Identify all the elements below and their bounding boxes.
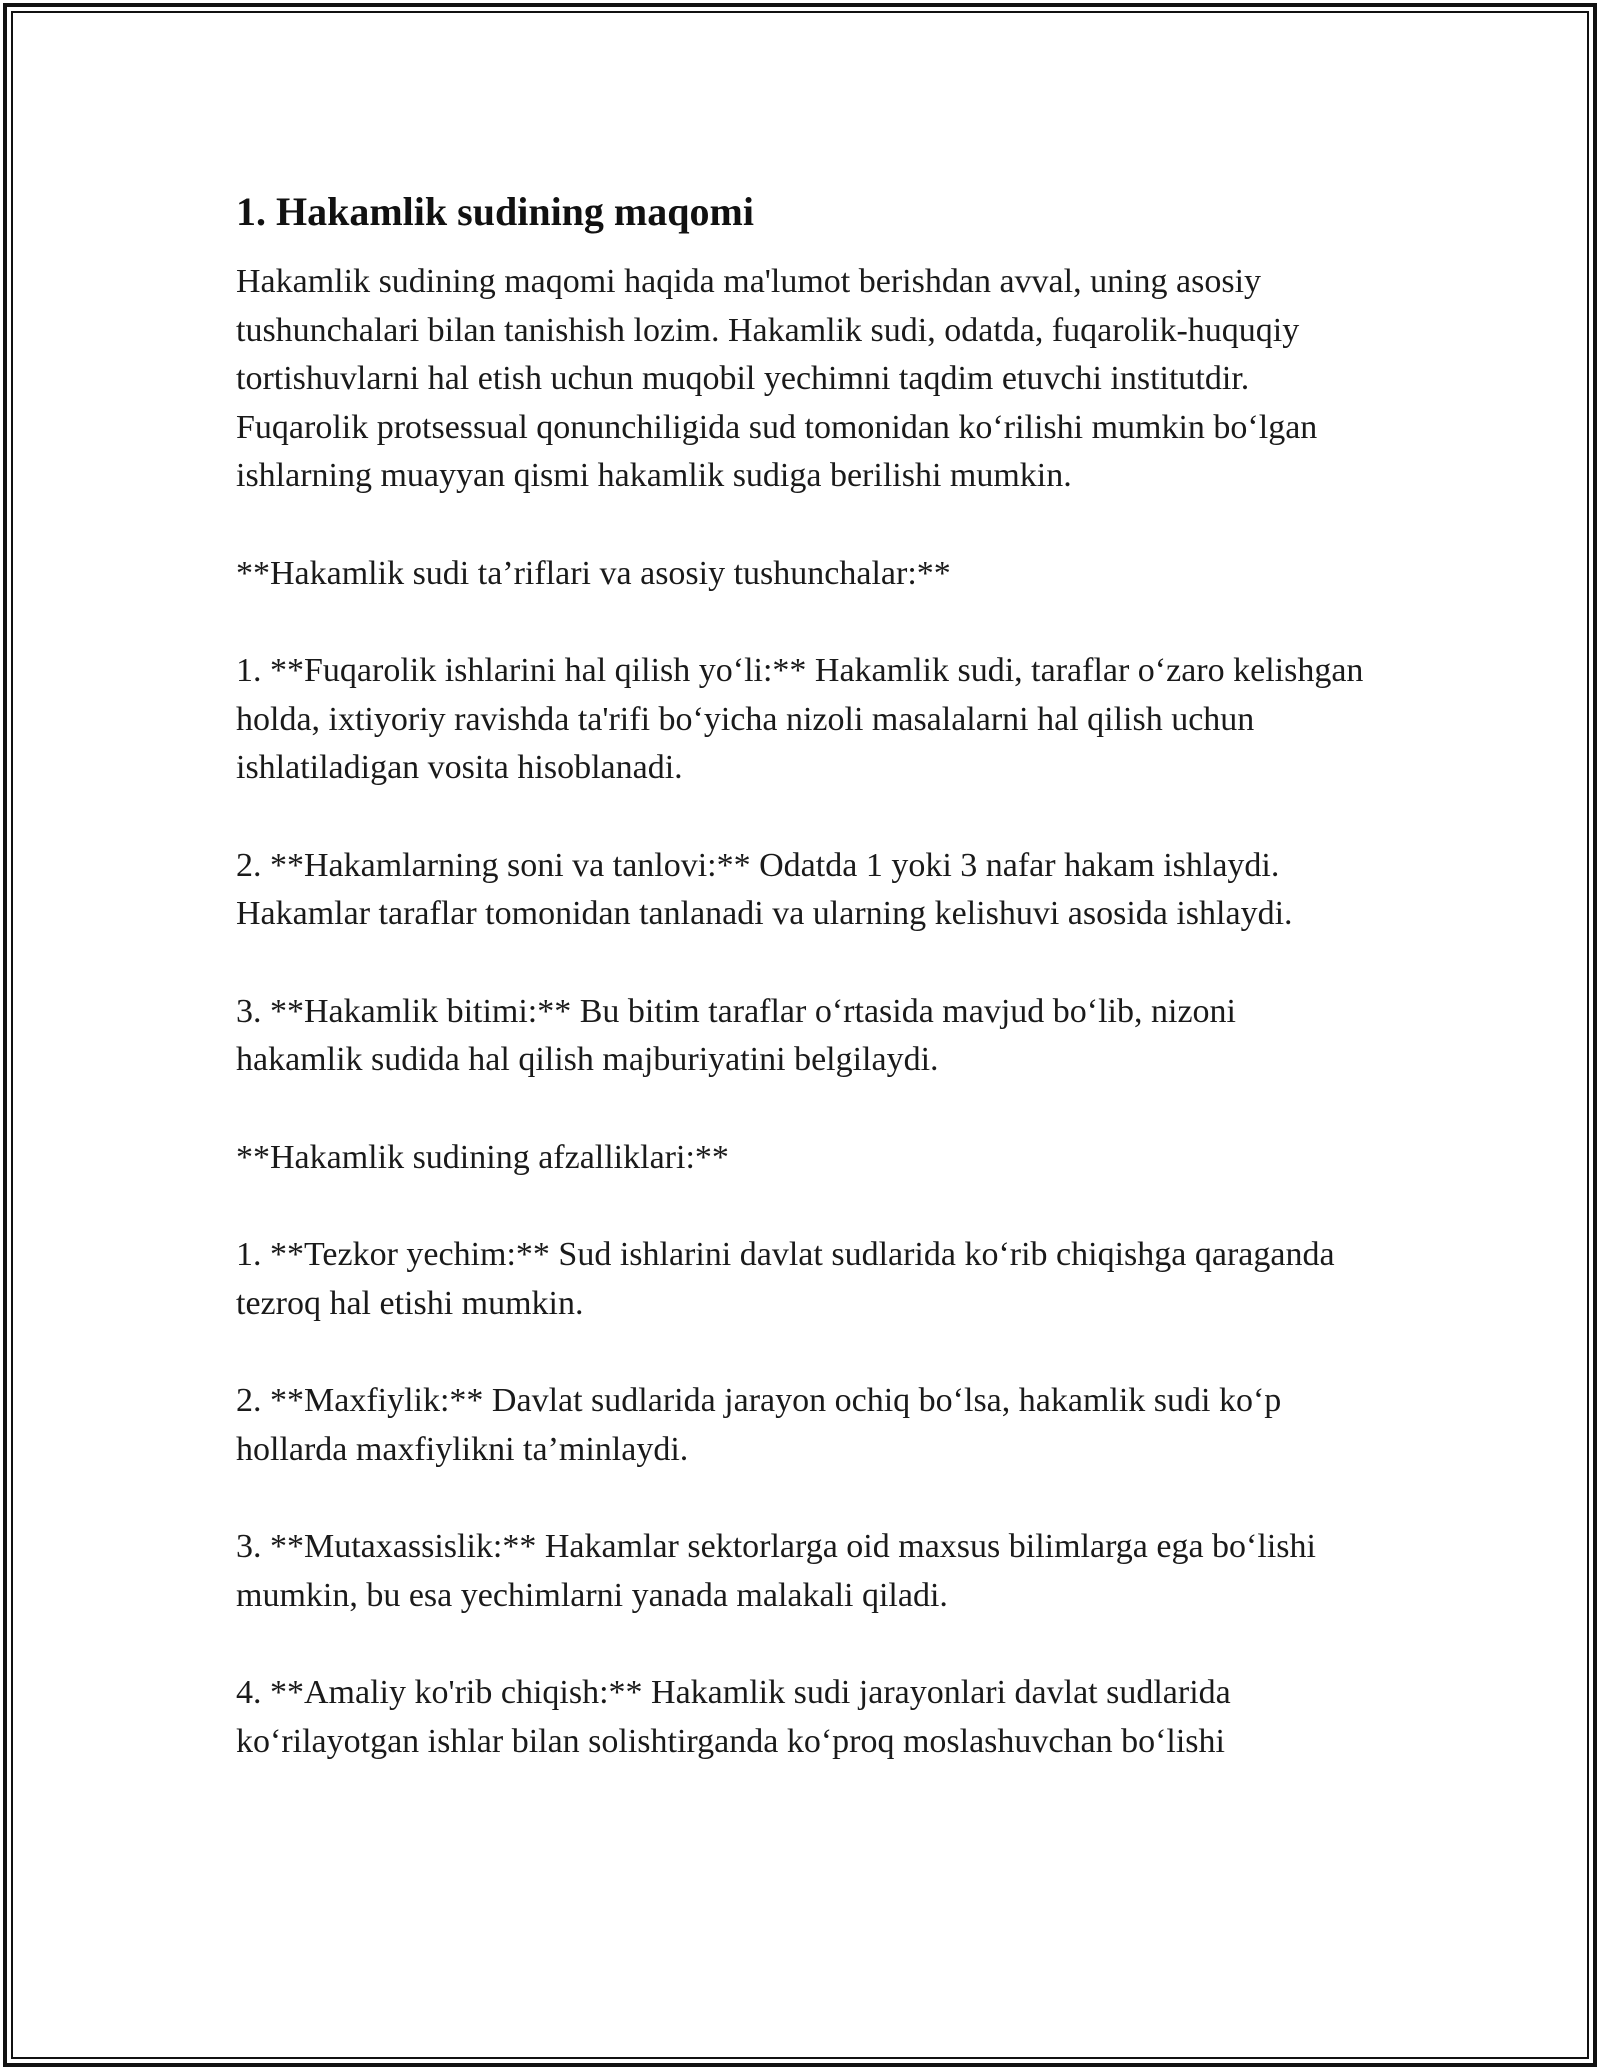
intro-paragraph: Hakamlik sudining maqomi haqida ma'lumot berishdan avval, uning asosiy tushunchalari bilan tanishish lozim. Hakamlik sudi, odatda, fuqarolik-huquqiy tortishuvlarni hal etish uchun muqobil yechimni taqdim etuvchi institutdir. Fuqarolik protsessual qonunchiligida sud tomonidan ko‘rilishi mumkin bo‘lgan ishlarning muayyan qismi hakamlik sudiga berilishi mumkin. bbox=[236, 263, 1318, 494]
definition-item-1: 1. **Fuqarolik ishlarini hal qilish yo‘li:** Hakamlik sudi, taraflar o‘zaro kelishgan holda, ixtiyoriy ravishda ta'rifi bo‘yicha nizoli masalalarni hal qilish uchun ishlatiladigan vosita hisoblanadi. bbox=[236, 652, 1364, 786]
advantage-item-3: 3. **Mutaxassislik:** Hakamlar sektorlarga oid maxsus bilimlarga ega bo‘lishi mumkin, bu esa yechimlarni yanada malakali qiladi. bbox=[236, 1528, 1316, 1614]
document-title: 1. Hakamlik sudining maqomi bbox=[236, 189, 754, 234]
advantage-item-1: 1. **Tezkor yechim:** Sud ishlarini davlat sudlarida ko‘rib chiqishga qaraganda tezroq hal etishi mumkin. bbox=[236, 1236, 1335, 1322]
definition-item-3: 3. **Hakamlik bitimi:** Bu bitim taraflar o‘rtasida mavjud bo‘lib, nizoni hakamlik sudida hal qilish majburiyatini belgilaydi. bbox=[236, 992, 1236, 1078]
advantages-heading: **Hakamlik sudining afzalliklari:** bbox=[236, 1138, 729, 1176]
definition-item-2: 2. **Hakamlarning soni va tanlovi:** Odatda 1 yoki 3 nafar hakam ishlaydi. Hakamlar taraflar tomonidan tanlanadi va ularning kelishuvi asosida ishlaydi. bbox=[236, 846, 1293, 932]
definitions-heading: **Hakamlik sudi ta’riflari va asosiy tushunchalar:** bbox=[236, 554, 951, 592]
document-body bbox=[236, 186, 1366, 1815]
advantage-item-4: 4. **Amaliy ko'rib chiqish:** Hakamlik sudi jarayonlari davlat sudlarida ko‘rilayotgan ishlar bilan solishtirganda ko‘proq moslashuvchan bo‘lishi bbox=[236, 1674, 1231, 1760]
advantage-item-2: 2. **Maxfiylik:** Davlat sudlarida jarayon ochiq bo‘lsa, hakamlik sudi ko‘p hollarda maxfiylikni ta’minlaydi. bbox=[236, 1382, 1282, 1468]
